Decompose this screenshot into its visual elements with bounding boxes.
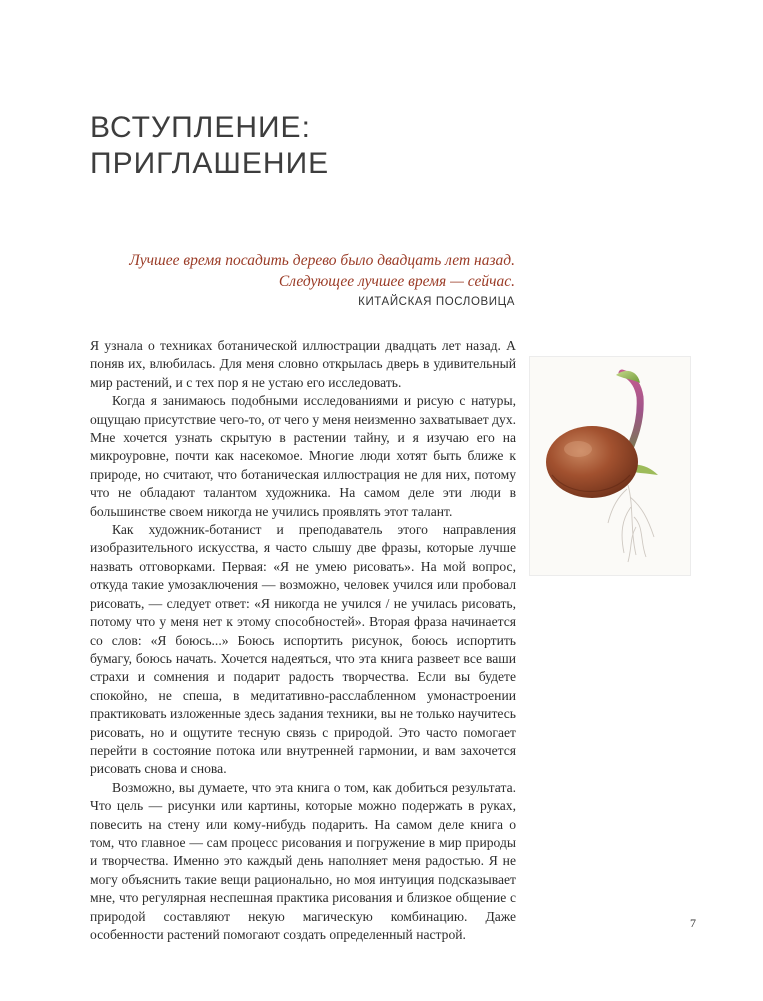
sprouting-seed-illustration	[530, 357, 690, 575]
sprouting-seed-icon	[530, 357, 690, 575]
chapter-title	[90, 110, 550, 182]
epigraph	[90, 250, 515, 308]
page-number: 7	[690, 916, 696, 930]
paragraph-1: Я узнала о техниках ботанической иллюстрации двадцать лет назад. А поняв их, влюбилась. Для меня словно открылась дверь в удивительный мир растений, и с тех пор я не устаю его исследовать.	[90, 338, 516, 390]
epigraph-line-2: Следующее лучшее время — сейчас.	[278, 273, 515, 290]
paragraph-2: Когда я занимаюсь подобными исследованиями и рисую с натуры, ощущаю присутствие чего-то, от чего у меня неизменно захватывает дух. Мне хочется узнать скрытую в растении тайну, и я изучаю его на микроуровне, почти как насекомое. Многие люди хотят быть ближе к природе, но считают, что ботаническая иллюстрация не для них, потому что не обладают талантом художника. На самом деле эти люди в большинстве своем никогда не учились проявлять этот талант.	[90, 393, 517, 519]
epigraph-line-1: Лучшее время посадить дерево было двадцать лет назад.	[129, 252, 515, 269]
chapter-title-line-2: ПРИГЛАШЕНИЕ	[90, 147, 330, 180]
paragraph-4: Возможно, вы думаете, что эта книга о том, как добиться результата. Что цель — рисунки или картины, которые можно подержать в руках, повесить на стену или кому-нибудь подарить. На самом деле книга о том, что главное — сам процесс рисования и погружение в мир природы и творчества. Именно это каждый день наполняет меня радостью. Я не могу объяснить такие вещи рационально, но моя интуиция подсказывает мне, что регулярная неспешная практика рисования и близкое общение с природой составляют некую магическую комбинацию. Даже особенности растений помогают создать определенный настрой.	[90, 779, 516, 942]
chapter-title-line-1: ВСТУПЛЕНИЕ:	[90, 111, 311, 144]
body-text	[90, 337, 516, 944]
epigraph-source: КИТАЙСКАЯ ПОСЛОВИЦА	[358, 296, 515, 308]
paragraph-3: Как художник-ботанист и преподаватель этого направления изобразительного искусства, я часто слышу две фразы, которые лучше назвать отговорками. Первая: «Я не умею рисовать». На мой вопрос, откуда такие умозаключения — возможно, человек учился или пробовал рисовать, — следует ответ: «Я никогда не учился / не училась рисовать, потому что у меня нет к этому способностей». Вторая фраза начинается со слов: «Я боюсь...» Боюсь испортить рисунок, боюсь испортить бумагу, боюсь начать. Хочется надеяться, что эта книга развеет все ваши страхи и сомнения и подарит радость творчества. Если вы будете спокойно, не спеша, в медитативно-расслабленном умонастроении практиковать изложенные здесь задания техники, вы не только научитесь рисовать, но и ощутите тесную связь с природой. Это часто помогает перейти в состояние потока или внутренней гармонии, и вам захочется рисовать снова и снова.	[90, 522, 516, 777]
